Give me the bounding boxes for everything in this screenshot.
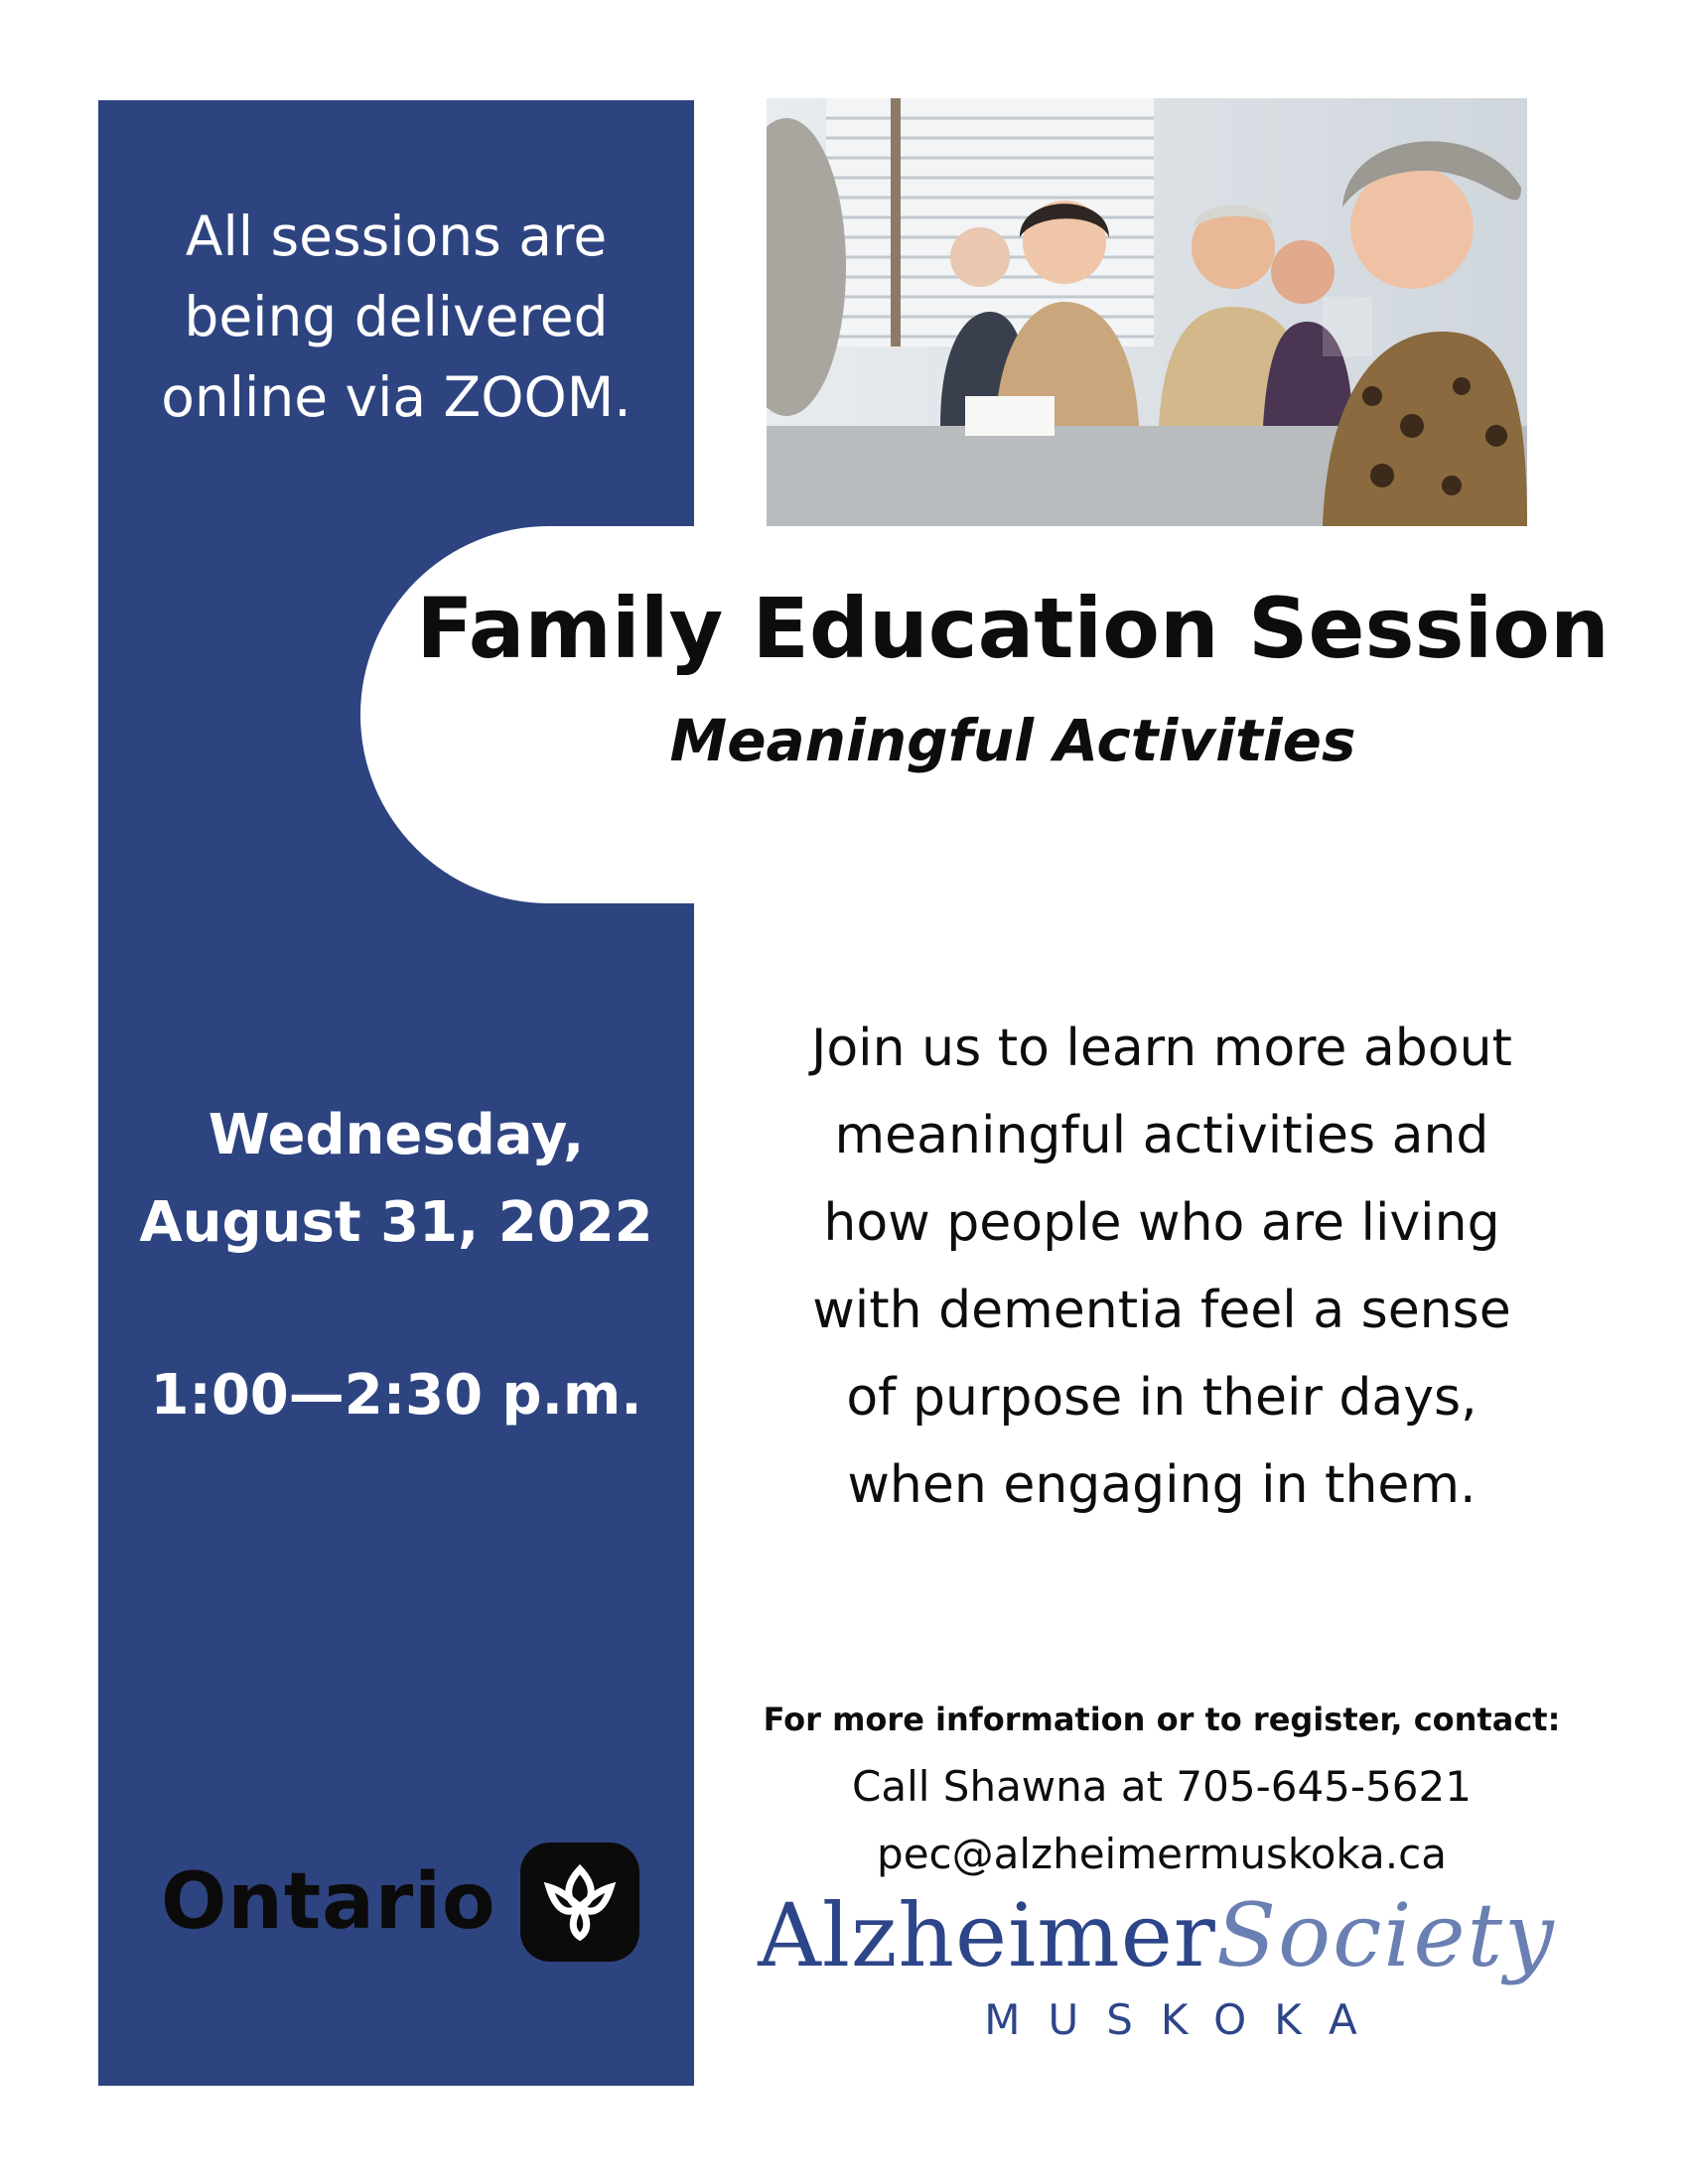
alzheimer-society-logo <box>730 1884 1584 1986</box>
description-line: when engaging in them. <box>847 1455 1477 1515</box>
event-description <box>735 1005 1589 1529</box>
logo-muskoka: MUSKOKA <box>984 1995 1385 2044</box>
description-line: with dementia feel a sense <box>812 1281 1511 1340</box>
ontario-logo <box>161 1843 639 1962</box>
online-delivery-note <box>98 197 694 438</box>
contact-email-link[interactable]: pec@alzheimermuskoka.ca <box>877 1830 1447 1878</box>
group-meeting-photo <box>767 98 1527 526</box>
session-date-value: August 31, 2022 <box>139 1190 653 1255</box>
session-day: Wednesday, <box>208 1103 585 1167</box>
contact-phone[interactable]: Call Shawna at 705-645-5621 <box>852 1762 1472 1811</box>
description-line: meaningful activities and <box>834 1106 1489 1165</box>
online-note-line: online via ZOOM. <box>161 365 632 429</box>
event-title: Family Education Session <box>416 580 1610 677</box>
ontario-logo-text: Ontario <box>161 1857 496 1947</box>
description-line: how people who are living <box>823 1193 1500 1253</box>
description-line: Join us to learn more about <box>811 1019 1512 1078</box>
event-subtitle: Meaningful Activities <box>669 707 1356 774</box>
session-date <box>98 1092 694 1267</box>
contact-heading: For more information or to register, contact: <box>763 1701 1561 1738</box>
online-note-line: being delivered <box>184 285 609 348</box>
description-line: of purpose in their days, <box>846 1368 1477 1428</box>
trillium-icon <box>520 1843 639 1962</box>
logo-word-alzheimer: Alzheimer <box>758 1884 1216 1986</box>
session-time: 1:00—2:30 p.m. <box>150 1363 642 1428</box>
logo-word-society: Society <box>1215 1884 1556 1986</box>
online-note-line: All sessions are <box>185 205 608 268</box>
